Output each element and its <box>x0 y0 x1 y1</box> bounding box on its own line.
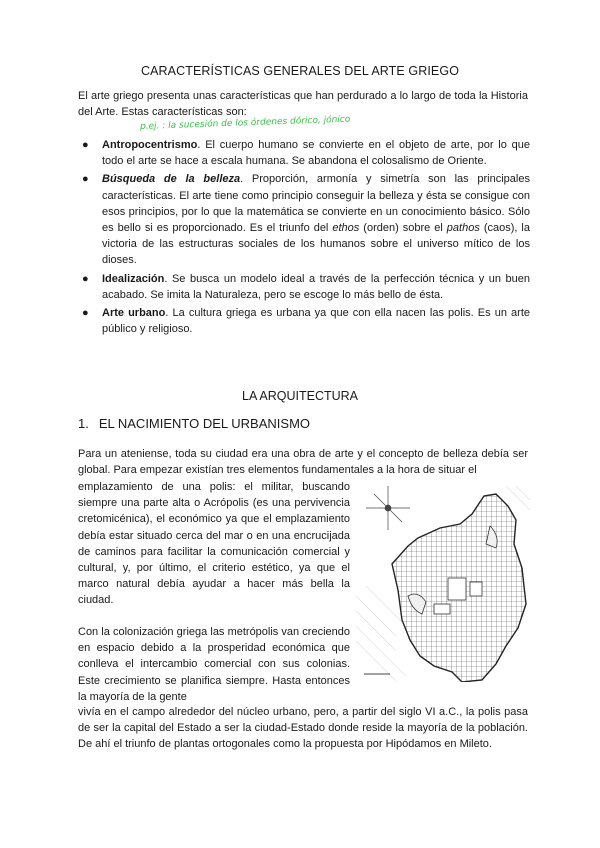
list-item <box>78 271 530 303</box>
bullet-text: . Proporción, armonía y simetría son las principales características. El arte tiene como principio conseguir la belleza y ésta se consigue con esos principios, por lo que la matemática se convierte en un conocimiento básico. Sólo es bello si es proporcionado. Es el triunfo del <box>102 173 530 235</box>
pathos-term: pathos <box>446 222 480 235</box>
section-heading: LA ARQUITECTURA <box>242 389 358 403</box>
bullet-text: (caos), la victoria de las estructuras sociales de los humanos sobre el universo mítico de los dioses. <box>102 222 530 267</box>
bullet-text: . Se busca un modelo ideal a través de la perfección técnica y un buen acabado. Se imita la Naturaleza, pero se escoge lo más bello de ésta. <box>102 272 530 301</box>
characteristics-list <box>78 137 530 339</box>
list-item <box>78 137 530 169</box>
city-plan-image <box>356 486 530 682</box>
subsection-heading <box>78 416 310 431</box>
bullet-icon: ● <box>82 307 89 320</box>
page-title: CARACTERÍSTICAS GENERALES DEL ARTE GRIEGO <box>140 64 460 78</box>
urbanismo-paragraph-2-tail: vivía en el campo alrededor del núcleo urbano, pero, a partir del siglo VI a.C., la polis pasa de ser la capital del Estado a ser la ciudad-Estado donde reside la mayoría de la población. De ahí el triunfo de plantas ortogonales como la propuesta por Hipódamos en Mileto. <box>78 706 528 751</box>
subsection-number: 1. <box>78 416 89 431</box>
bullet-term: Antropocentrismo <box>102 139 198 151</box>
bullet-icon: ● <box>82 173 89 186</box>
list-item <box>78 305 530 337</box>
bullet-term: Arte urbano <box>102 307 166 320</box>
bullet-text: . El cuerpo humano se convierte en el objeto de arte, por lo que todo el arte se hace a escala humana. Se abandona el colosalismo de Oriente. <box>102 139 530 168</box>
bullet-term: Idealización <box>102 272 165 285</box>
list-item <box>78 171 530 268</box>
urbanismo-paragraph-1-lead: Para un ateniense, toda su ciudad era una obra de arte y el concepto de belleza debía ser global. Para empezar existían tres elementos fundamentales a la hora de situar el <box>78 448 528 477</box>
bullet-term: Búsqueda de la belleza <box>102 173 241 186</box>
intro-paragraph: El arte griego presenta unas características que han perdurado a lo largo de toda la Historia del Arte. Estas características son: <box>78 90 528 119</box>
bullet-icon: ● <box>82 139 89 151</box>
urbanismo-paragraph-1-column: emplazamiento de una polis: el militar, buscando siempre una parte alta o Acrópolis (es una pervivencia cretomicénica), el económico ya que el emplazamiento debía estar situado cerca del mar o en una encrucijada de caminos para facilitar la comunicación comercial y cultural, y, por último, el criterio estético, ya que el marco natural debía ayudar a hacer más bella la ciudad. <box>78 481 350 607</box>
ethos-term: ethos <box>332 222 360 235</box>
bullet-icon: ● <box>82 272 89 285</box>
bullet-text: (orden) sobre el <box>359 222 447 235</box>
bullet-text: . La cultura griega es urbana ya que con ella nacen las polis. Es un arte público y religioso. <box>102 307 530 336</box>
subsection-title: EL NACIMIENTO DEL URBANISMO <box>98 416 311 431</box>
handwritten-annotation: p.ej. : la sucesión de los órdenes dórico, jónico <box>139 114 351 132</box>
urbanismo-paragraph-2-column: Con la colonización griega las metrópolis van creciendo en espacio debido a la prosperidad económica que conlleva el intercambio comercial con sus colonias. Este crecimiento se planifica siempre. Hasta entonces la mayoría de la gente <box>78 626 350 703</box>
